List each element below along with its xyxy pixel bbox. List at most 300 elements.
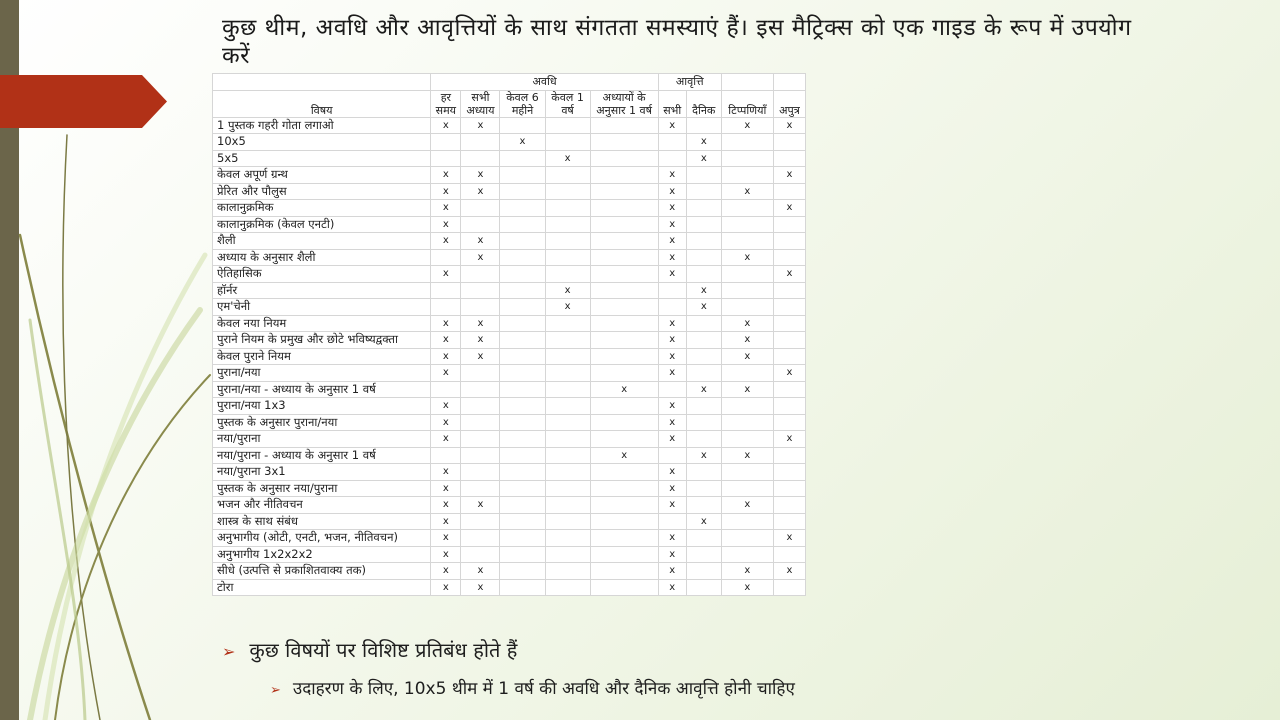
- mark-cell: x: [721, 332, 773, 349]
- mark-cell: x: [658, 530, 686, 547]
- table-row: [213, 447, 806, 464]
- frequency-group-header: आवृत्ति: [658, 74, 721, 91]
- curve-2: [63, 135, 100, 720]
- mark-cell: [461, 266, 500, 283]
- mark-cell: [686, 563, 721, 580]
- mark-cell: [686, 464, 721, 481]
- mark-cell: x: [721, 563, 773, 580]
- mark-cell: x: [686, 513, 721, 530]
- duration-group-header: अवधि: [431, 74, 658, 91]
- mark-cell: [686, 266, 721, 283]
- subject-cell: शास्त्र के साथ संबंध: [213, 513, 431, 530]
- mark-cell: [545, 183, 590, 200]
- mark-cell: x: [658, 315, 686, 332]
- mark-cell: x: [431, 398, 461, 415]
- mark-cell: x: [431, 332, 461, 349]
- mark-cell: x: [431, 233, 461, 250]
- mark-cell: [500, 480, 545, 497]
- mark-cell: [773, 414, 805, 431]
- mark-cell: x: [500, 134, 545, 151]
- mark-cell: [773, 398, 805, 415]
- mark-cell: x: [461, 563, 500, 580]
- subject-cell: 1 पुस्तक गहरी गोता लगाओ: [213, 117, 431, 134]
- subject-cell: पुस्तक के अनुसार नया/पुराना: [213, 480, 431, 497]
- mark-cell: [773, 233, 805, 250]
- mark-cell: [545, 414, 590, 431]
- mark-cell: [431, 249, 461, 266]
- mark-cell: [590, 579, 658, 596]
- mark-cell: x: [431, 183, 461, 200]
- subject-cell: पुस्तक के अनुसार पुराना/नया: [213, 414, 431, 431]
- mark-cell: [545, 266, 590, 283]
- mark-cell: [686, 167, 721, 184]
- mark-cell: [461, 464, 500, 481]
- matrix-body: [213, 117, 806, 596]
- table-row: [213, 315, 806, 332]
- mark-cell: x: [721, 447, 773, 464]
- col-header: टिप्पणियाँ: [721, 90, 773, 117]
- mark-cell: [686, 348, 721, 365]
- mark-cell: [721, 282, 773, 299]
- mark-cell: x: [658, 183, 686, 200]
- mark-cell: x: [431, 497, 461, 514]
- table-row: [213, 266, 806, 283]
- mark-cell: x: [658, 563, 686, 580]
- mark-cell: [545, 117, 590, 134]
- table-row: [213, 563, 806, 580]
- mark-cell: [773, 134, 805, 151]
- mark-cell: x: [431, 200, 461, 217]
- mark-cell: [545, 200, 590, 217]
- mark-cell: [461, 216, 500, 233]
- mark-cell: [590, 134, 658, 151]
- mark-cell: x: [461, 167, 500, 184]
- mark-cell: [431, 150, 461, 167]
- subject-cell: अनुभागीय 1x2x2x2: [213, 546, 431, 563]
- mark-cell: [545, 134, 590, 151]
- subject-cell: प्रेरित और पौलुस: [213, 183, 431, 200]
- mark-cell: [773, 546, 805, 563]
- subject-cell: पुराना/नया: [213, 365, 431, 382]
- mark-cell: x: [461, 117, 500, 134]
- col-header: सभी: [658, 90, 686, 117]
- mark-cell: x: [431, 414, 461, 431]
- mark-cell: [545, 381, 590, 398]
- subject-header: विषय: [213, 90, 431, 117]
- mark-cell: [773, 299, 805, 316]
- mark-cell: [545, 513, 590, 530]
- col-header: अध्यायों के अनुसार 1 वर्ष: [590, 90, 658, 117]
- mark-cell: [431, 299, 461, 316]
- mark-cell: [500, 200, 545, 217]
- mark-cell: [461, 480, 500, 497]
- table-row: [213, 200, 806, 217]
- mark-cell: [590, 167, 658, 184]
- mark-cell: [590, 117, 658, 134]
- table-row: [213, 282, 806, 299]
- table-row: [213, 530, 806, 547]
- subject-cell: सीधे (उत्पत्ति से प्रकाशितवाक्य तक): [213, 563, 431, 580]
- mark-cell: [431, 134, 461, 151]
- col-header: केवल 6 महीने: [500, 90, 545, 117]
- mark-cell: x: [545, 299, 590, 316]
- table-row: [213, 480, 806, 497]
- mark-cell: x: [686, 134, 721, 151]
- mark-cell: [686, 530, 721, 547]
- mark-cell: [721, 546, 773, 563]
- mark-cell: x: [431, 167, 461, 184]
- table-row: [213, 398, 806, 415]
- mark-cell: x: [658, 398, 686, 415]
- mark-cell: [500, 447, 545, 464]
- table-row: [213, 117, 806, 134]
- mark-cell: x: [431, 266, 461, 283]
- subject-cell: पुराने नियम के प्रमुख और छोटे भविष्यद्वक्ता: [213, 332, 431, 349]
- mark-cell: x: [721, 381, 773, 398]
- mark-cell: [500, 530, 545, 547]
- mark-cell: [500, 117, 545, 134]
- mark-cell: [590, 299, 658, 316]
- subject-cell: हॉर्नर: [213, 282, 431, 299]
- mark-cell: [545, 431, 590, 448]
- mark-cell: x: [461, 497, 500, 514]
- mark-cell: [500, 266, 545, 283]
- mark-cell: [500, 431, 545, 448]
- mark-cell: [545, 348, 590, 365]
- mark-cell: x: [461, 348, 500, 365]
- mark-cell: [590, 200, 658, 217]
- subject-cell: भजन और नीतिवचन: [213, 497, 431, 514]
- table-row: [213, 579, 806, 596]
- mark-cell: [686, 431, 721, 448]
- mark-cell: [590, 365, 658, 382]
- bullet-text: उदाहरण के लिए, 10x5 थीम में 1 वर्ष की अवधि और दैनिक आवृत्ति होनी चाहिए: [292, 679, 795, 699]
- col-header: अपुत्र: [773, 90, 805, 117]
- mark-cell: [590, 497, 658, 514]
- col-header: हर समय: [431, 90, 461, 117]
- mark-cell: [773, 447, 805, 464]
- mark-cell: [773, 348, 805, 365]
- mark-cell: [686, 497, 721, 514]
- mark-cell: [500, 299, 545, 316]
- bullet-arrow-icon: ➢: [270, 683, 281, 698]
- subject-cell: पुराना/नया 1x3: [213, 398, 431, 415]
- col-header: सभी अध्याय: [461, 90, 500, 117]
- mark-cell: [721, 134, 773, 151]
- mark-cell: [721, 414, 773, 431]
- mark-cell: x: [721, 348, 773, 365]
- mark-cell: x: [658, 216, 686, 233]
- mark-cell: [545, 249, 590, 266]
- mark-cell: [721, 150, 773, 167]
- mark-cell: x: [721, 579, 773, 596]
- subject-cell: 10x5: [213, 134, 431, 151]
- mark-cell: x: [721, 249, 773, 266]
- table-row: [213, 365, 806, 382]
- table-row: [213, 249, 806, 266]
- mark-cell: [590, 282, 658, 299]
- mark-cell: [686, 249, 721, 266]
- mark-cell: [721, 431, 773, 448]
- subject-cell: अनुभागीय (ओटी, एनटी, भजन, नीतिवचन): [213, 530, 431, 547]
- mark-cell: x: [461, 183, 500, 200]
- table-row: [213, 216, 806, 233]
- mark-cell: [590, 546, 658, 563]
- table-row: [213, 134, 806, 151]
- curve-5: [45, 255, 205, 720]
- bullet-2: [270, 676, 795, 699]
- bullet-arrow-icon: ➢: [222, 642, 236, 661]
- mark-cell: x: [461, 579, 500, 596]
- mark-cell: x: [431, 480, 461, 497]
- mark-cell: x: [658, 266, 686, 283]
- mark-cell: x: [461, 332, 500, 349]
- mark-cell: x: [431, 365, 461, 382]
- mark-cell: [773, 216, 805, 233]
- mark-cell: [545, 216, 590, 233]
- mark-cell: [590, 249, 658, 266]
- mark-cell: [721, 200, 773, 217]
- mark-cell: x: [658, 414, 686, 431]
- table-row: [213, 299, 806, 316]
- mark-cell: [773, 183, 805, 200]
- mark-cell: x: [773, 431, 805, 448]
- table-row: [213, 167, 806, 184]
- mark-cell: [545, 365, 590, 382]
- mark-cell: x: [590, 381, 658, 398]
- mark-cell: [545, 563, 590, 580]
- mark-cell: [590, 150, 658, 167]
- mark-cell: [658, 299, 686, 316]
- mark-cell: [461, 282, 500, 299]
- mark-cell: [658, 447, 686, 464]
- mark-cell: x: [658, 249, 686, 266]
- mark-cell: [461, 513, 500, 530]
- mark-cell: [545, 167, 590, 184]
- mark-cell: [545, 332, 590, 349]
- mark-cell: [500, 216, 545, 233]
- mark-cell: [545, 398, 590, 415]
- mark-cell: x: [461, 249, 500, 266]
- table-row: [213, 348, 806, 365]
- mark-cell: [658, 282, 686, 299]
- mark-cell: [658, 513, 686, 530]
- mark-cell: x: [773, 365, 805, 382]
- mark-cell: [500, 546, 545, 563]
- mark-cell: [773, 282, 805, 299]
- mark-cell: [545, 447, 590, 464]
- curve-1: [20, 235, 150, 720]
- mark-cell: [773, 150, 805, 167]
- mark-cell: [721, 513, 773, 530]
- mark-cell: x: [431, 431, 461, 448]
- mark-cell: x: [658, 579, 686, 596]
- mark-cell: [590, 431, 658, 448]
- table-row: [213, 332, 806, 349]
- subject-cell: टोरा: [213, 579, 431, 596]
- mark-cell: [500, 150, 545, 167]
- mark-cell: x: [773, 563, 805, 580]
- mark-cell: [500, 579, 545, 596]
- mark-cell: [658, 134, 686, 151]
- mark-cell: x: [431, 579, 461, 596]
- column-header-row: [213, 90, 806, 117]
- mark-cell: [500, 563, 545, 580]
- subject-cell: नया/पुराना: [213, 431, 431, 448]
- mark-cell: [461, 546, 500, 563]
- mark-cell: [686, 332, 721, 349]
- subject-cell: केवल नया नियम: [213, 315, 431, 332]
- mark-cell: [658, 150, 686, 167]
- mark-cell: x: [658, 233, 686, 250]
- table-row: [213, 431, 806, 448]
- mark-cell: x: [773, 117, 805, 134]
- mark-cell: x: [461, 233, 500, 250]
- mark-cell: [500, 332, 545, 349]
- mark-cell: x: [431, 348, 461, 365]
- mark-cell: x: [721, 497, 773, 514]
- mark-cell: [500, 167, 545, 184]
- mark-cell: x: [545, 282, 590, 299]
- mark-cell: [590, 563, 658, 580]
- table-row: [213, 546, 806, 563]
- mark-cell: x: [721, 117, 773, 134]
- mark-cell: [500, 464, 545, 481]
- mark-cell: [773, 332, 805, 349]
- mark-cell: x: [658, 167, 686, 184]
- table-row: [213, 381, 806, 398]
- mark-cell: [500, 249, 545, 266]
- subject-cell: ऐतिहासिक: [213, 266, 431, 283]
- subject-cell: कालानुक्रमिक: [213, 200, 431, 217]
- mark-cell: [461, 200, 500, 217]
- group-header-row: [213, 74, 806, 91]
- mark-cell: [545, 315, 590, 332]
- mark-cell: [590, 480, 658, 497]
- compatibility-matrix: [212, 73, 806, 596]
- bullet-1: [222, 636, 517, 663]
- mark-cell: x: [431, 117, 461, 134]
- subject-cell: अध्याय के अनुसार शैली: [213, 249, 431, 266]
- table-row: [213, 183, 806, 200]
- mark-cell: x: [431, 315, 461, 332]
- subject-cell: 5x5: [213, 150, 431, 167]
- mark-cell: x: [658, 117, 686, 134]
- mark-cell: [773, 579, 805, 596]
- mark-cell: [431, 381, 461, 398]
- mark-cell: [721, 398, 773, 415]
- table-row: [213, 150, 806, 167]
- mark-cell: [721, 530, 773, 547]
- mark-cell: [431, 282, 461, 299]
- mark-cell: x: [773, 200, 805, 217]
- table-row: [213, 513, 806, 530]
- mark-cell: [686, 579, 721, 596]
- mark-cell: [545, 497, 590, 514]
- mark-cell: x: [431, 530, 461, 547]
- mark-cell: [721, 266, 773, 283]
- col-header: केवल 1 वर्ष: [545, 90, 590, 117]
- slide-title: कुछ थीम, अवधि और आवृत्तियों के साथ संगतता समस्याएं हैं। इस मैट्रिक्स को एक गाइड के रूप में उपयोग करें: [222, 15, 1132, 69]
- mark-cell: [686, 216, 721, 233]
- mark-cell: x: [431, 513, 461, 530]
- curve-6: [30, 320, 85, 720]
- mark-cell: [590, 315, 658, 332]
- mark-cell: x: [431, 464, 461, 481]
- mark-cell: x: [658, 200, 686, 217]
- col-header: दैनिक: [686, 90, 721, 117]
- mark-cell: [500, 183, 545, 200]
- mark-cell: [500, 381, 545, 398]
- mark-cell: [721, 299, 773, 316]
- mark-cell: [461, 365, 500, 382]
- mark-cell: [773, 513, 805, 530]
- table-row: [213, 414, 806, 431]
- mark-cell: [500, 513, 545, 530]
- mark-cell: x: [658, 431, 686, 448]
- mark-cell: [461, 447, 500, 464]
- mark-cell: [500, 365, 545, 382]
- mark-cell: [500, 282, 545, 299]
- mark-cell: [773, 464, 805, 481]
- mark-cell: [545, 579, 590, 596]
- mark-cell: x: [686, 447, 721, 464]
- mark-cell: [686, 200, 721, 217]
- mark-cell: [686, 480, 721, 497]
- subject-cell: पुराना/नया - अध्याय के अनुसार 1 वर्ष: [213, 381, 431, 398]
- mark-cell: x: [658, 464, 686, 481]
- mark-cell: x: [686, 381, 721, 398]
- mark-cell: [590, 233, 658, 250]
- mark-cell: x: [431, 546, 461, 563]
- mark-cell: x: [431, 216, 461, 233]
- mark-cell: [461, 150, 500, 167]
- title-arrow-shape: [0, 75, 167, 128]
- subject-cell: नया/पुराना - अध्याय के अनुसार 1 वर्ष: [213, 447, 431, 464]
- mark-cell: [461, 431, 500, 448]
- mark-cell: [431, 447, 461, 464]
- mark-cell: x: [658, 497, 686, 514]
- bullet-text: कुछ विषयों पर विशिष्ट प्रतिबंध होते हैं: [249, 638, 518, 662]
- mark-cell: [461, 381, 500, 398]
- mark-cell: [500, 497, 545, 514]
- mark-cell: [686, 398, 721, 415]
- mark-cell: [461, 134, 500, 151]
- table-row: [213, 233, 806, 250]
- mark-cell: [721, 464, 773, 481]
- mark-cell: [590, 348, 658, 365]
- mark-cell: [590, 216, 658, 233]
- mark-cell: [721, 167, 773, 184]
- mark-cell: [590, 464, 658, 481]
- mark-cell: [590, 183, 658, 200]
- mark-cell: x: [721, 315, 773, 332]
- mark-cell: [721, 365, 773, 382]
- mark-cell: [500, 233, 545, 250]
- mark-cell: x: [590, 447, 658, 464]
- mark-cell: [500, 398, 545, 415]
- mark-cell: [590, 266, 658, 283]
- mark-cell: x: [773, 167, 805, 184]
- mark-cell: [686, 233, 721, 250]
- mark-cell: [500, 348, 545, 365]
- mark-cell: [500, 414, 545, 431]
- mark-cell: [590, 398, 658, 415]
- mark-cell: [545, 233, 590, 250]
- mark-cell: [545, 464, 590, 481]
- mark-cell: [773, 315, 805, 332]
- mark-cell: x: [545, 150, 590, 167]
